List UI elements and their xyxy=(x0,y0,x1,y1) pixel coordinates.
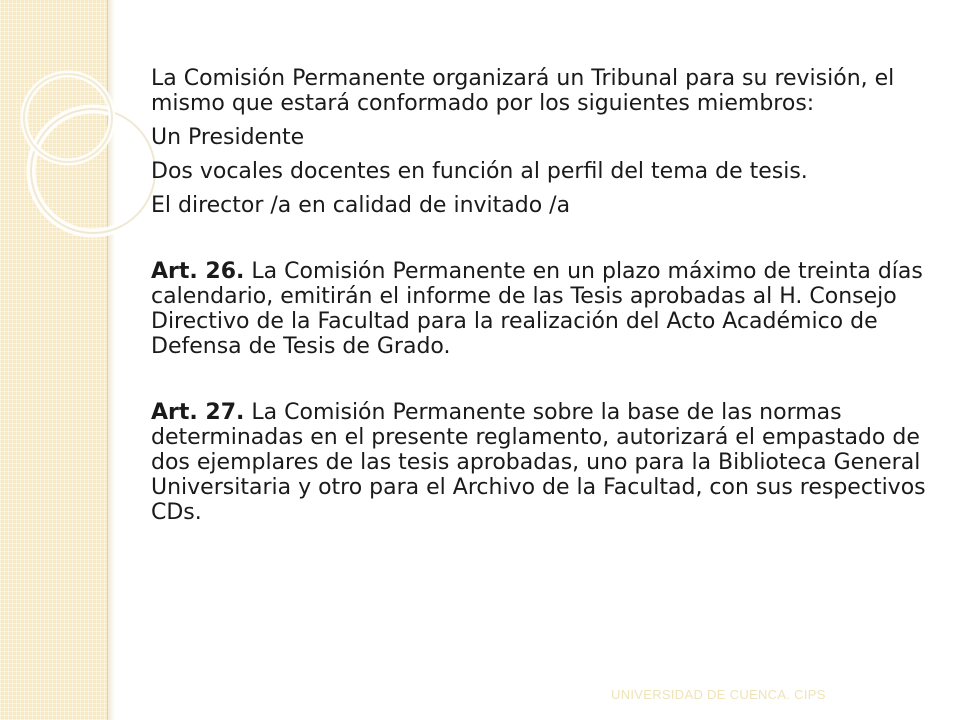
article-27-label: Art. 27. xyxy=(151,400,245,425)
footer-institution: UNIVERSIDAD DE CUENCA. CIPS xyxy=(611,687,826,702)
member-item-director: El director /a en calidad de invitado /a xyxy=(151,193,571,218)
member-item-president: Un Presidente xyxy=(151,125,305,150)
article-27 xyxy=(151,400,931,525)
decorative-ring-large-edge xyxy=(31,109,155,233)
article-26-text: La Comisión Permanente en un plazo máximo de treinta días calendario, emitirán el informe de las Tesis aprobadas al H. Consejo Directivo de la Facultad para la realización del Acto Académico de Defensa de Tesis de Grado. xyxy=(151,259,923,359)
slide-body xyxy=(151,66,931,525)
article-26 xyxy=(151,259,931,359)
intro-paragraph: La Comisión Permanente organizará un Tribunal para su revisión, el mismo que estará conformado por los siguientes miembros: xyxy=(151,66,895,116)
member-item-vocales: Dos vocales docentes en función al perfil del tema de tesis. xyxy=(151,159,808,184)
article-27-text: La Comisión Permanente sobre la base de las normas determinadas en el presente reglamento, autorizará el empastado de dos ejemplares de las tesis aprobadas, uno para la Biblioteca General Universitaria y otro para el Archivo de la Facultad, con sus respectivos CDs. xyxy=(151,400,926,525)
article-26-label: Art. 26. xyxy=(151,259,245,284)
